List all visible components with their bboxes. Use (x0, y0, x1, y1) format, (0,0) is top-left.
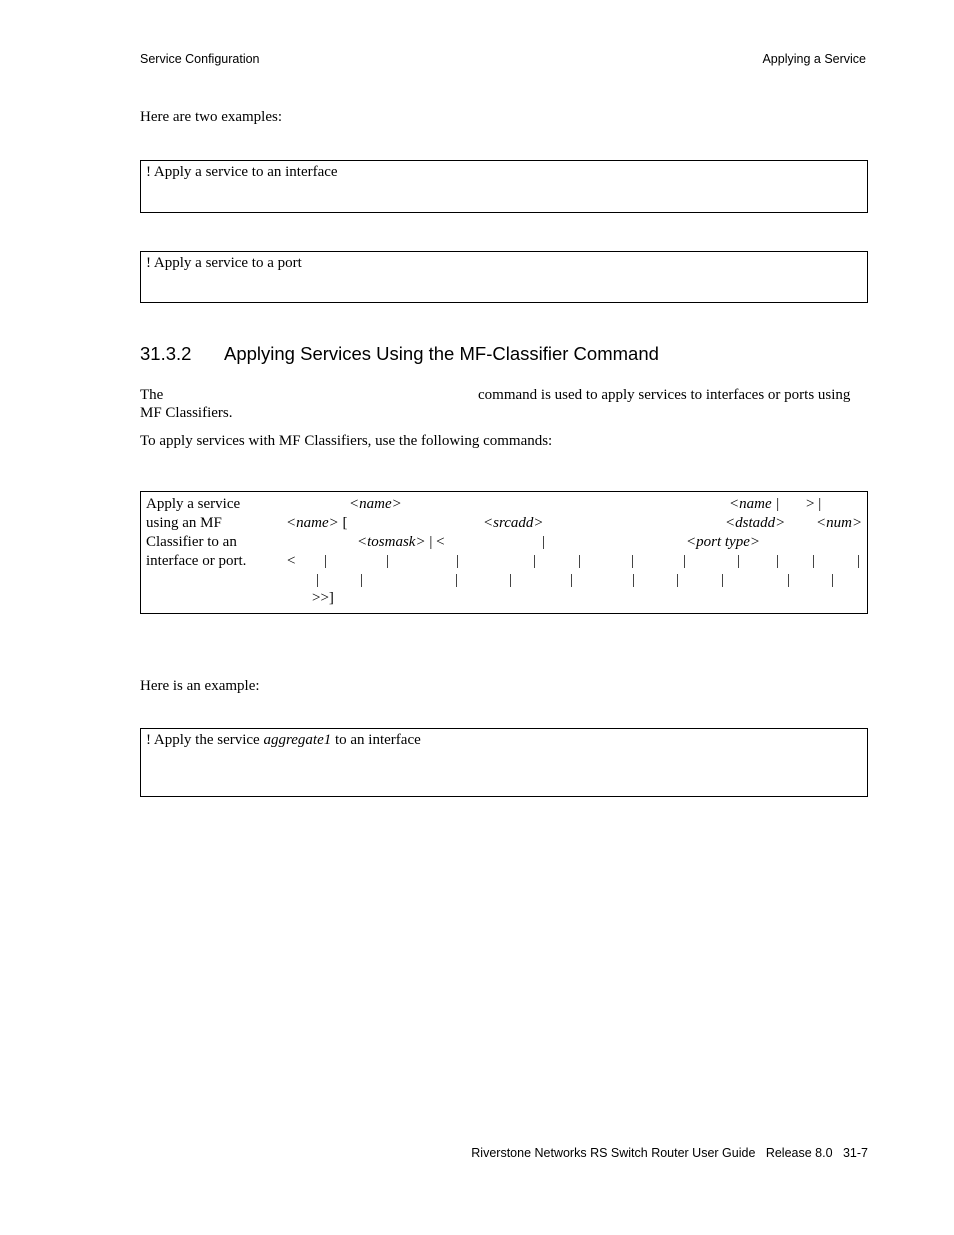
command-table (140, 491, 868, 614)
syntax-pipe: | (316, 572, 320, 588)
running-header-right: Applying a Service (762, 52, 866, 66)
example-intro-text: Here is an example: (140, 678, 260, 694)
syntax-fragment: < (287, 553, 296, 569)
syntax-pipe: | (324, 553, 328, 569)
syntax-pipe: | (737, 553, 741, 569)
para2-text: To apply services with MF Classifiers, use the following commands: (140, 433, 553, 449)
description-line: using an MF (146, 515, 222, 531)
syntax-pipe: | (857, 553, 861, 569)
example-comment: ! Apply a service to an interface (146, 164, 338, 180)
syntax-pipe: | (632, 572, 636, 588)
syntax-pipe: | (542, 534, 546, 550)
example-box-aggregate (140, 728, 868, 797)
syntax-fragment: | < (425, 534, 445, 550)
section-title: Applying Services Using the MF-Classifier Command (224, 343, 659, 364)
description-line: Classifier to an (146, 534, 237, 550)
footer-page-number: 31-7 (842, 1146, 868, 1160)
param-name: <name> (349, 496, 402, 512)
syntax-pipe: | (831, 572, 835, 588)
syntax-pipe: | (509, 572, 513, 588)
section-number: 31.3.2 (140, 343, 192, 364)
page-footer (471, 1146, 868, 1160)
example-comment (146, 732, 421, 749)
syntax-pipe: | (360, 572, 364, 588)
para1-start: The (140, 387, 164, 403)
running-header-left: Service Configuration (140, 52, 260, 66)
comment-prefix: ! Apply the service (146, 732, 264, 748)
description-line: Apply a service (146, 496, 241, 512)
syntax-pipe: | (578, 553, 582, 569)
syntax-pipe: | (776, 553, 780, 569)
syntax-fragment: > | (806, 496, 822, 512)
param-port-type: <port type> (686, 534, 760, 550)
para1-line2: MF Classifiers. (140, 405, 233, 421)
service-name: aggregate1 (263, 732, 332, 748)
para1-rest: command is used to apply services to interfaces or ports using (478, 387, 851, 403)
param-dstadd: <dstadd> (725, 515, 786, 531)
syntax-pipe: | (456, 553, 460, 569)
description-line: interface or port. (146, 553, 247, 569)
syntax-pipe: | (721, 572, 725, 588)
syntax-pipe: | (386, 553, 390, 569)
syntax-pipe: | (676, 572, 680, 588)
intro-text: Here are two examples: (140, 109, 283, 125)
param-num: <num> (816, 515, 863, 531)
footer-release: Release 8.0 (765, 1146, 833, 1160)
param-name-choice: <name | (729, 496, 780, 512)
syntax-pipe: | (570, 572, 574, 588)
param-name-wrap (286, 514, 347, 533)
footer-title: Riverstone Networks RS Switch Router User Guide (471, 1146, 756, 1160)
syntax-fragment: >>] (312, 590, 334, 606)
param-tosmask-wrap (357, 533, 445, 552)
comment-suffix: to an interface (331, 732, 421, 748)
example-box-interface (140, 160, 868, 213)
example-comment: ! Apply a service to a port (146, 255, 302, 271)
syntax-pipe: | (787, 572, 791, 588)
syntax-pipe: | (533, 553, 537, 569)
syntax-pipe: | (812, 553, 816, 569)
syntax-fragment: [ (342, 515, 348, 531)
syntax-pipe: | (631, 553, 635, 569)
param-name: <name> (286, 515, 339, 531)
syntax-pipe: | (683, 553, 687, 569)
param-tosmask: <tosmask> (357, 534, 426, 550)
syntax-pipe: | (455, 572, 459, 588)
param-srcadd: <srcadd> (483, 515, 544, 531)
example-box-port (140, 251, 868, 303)
